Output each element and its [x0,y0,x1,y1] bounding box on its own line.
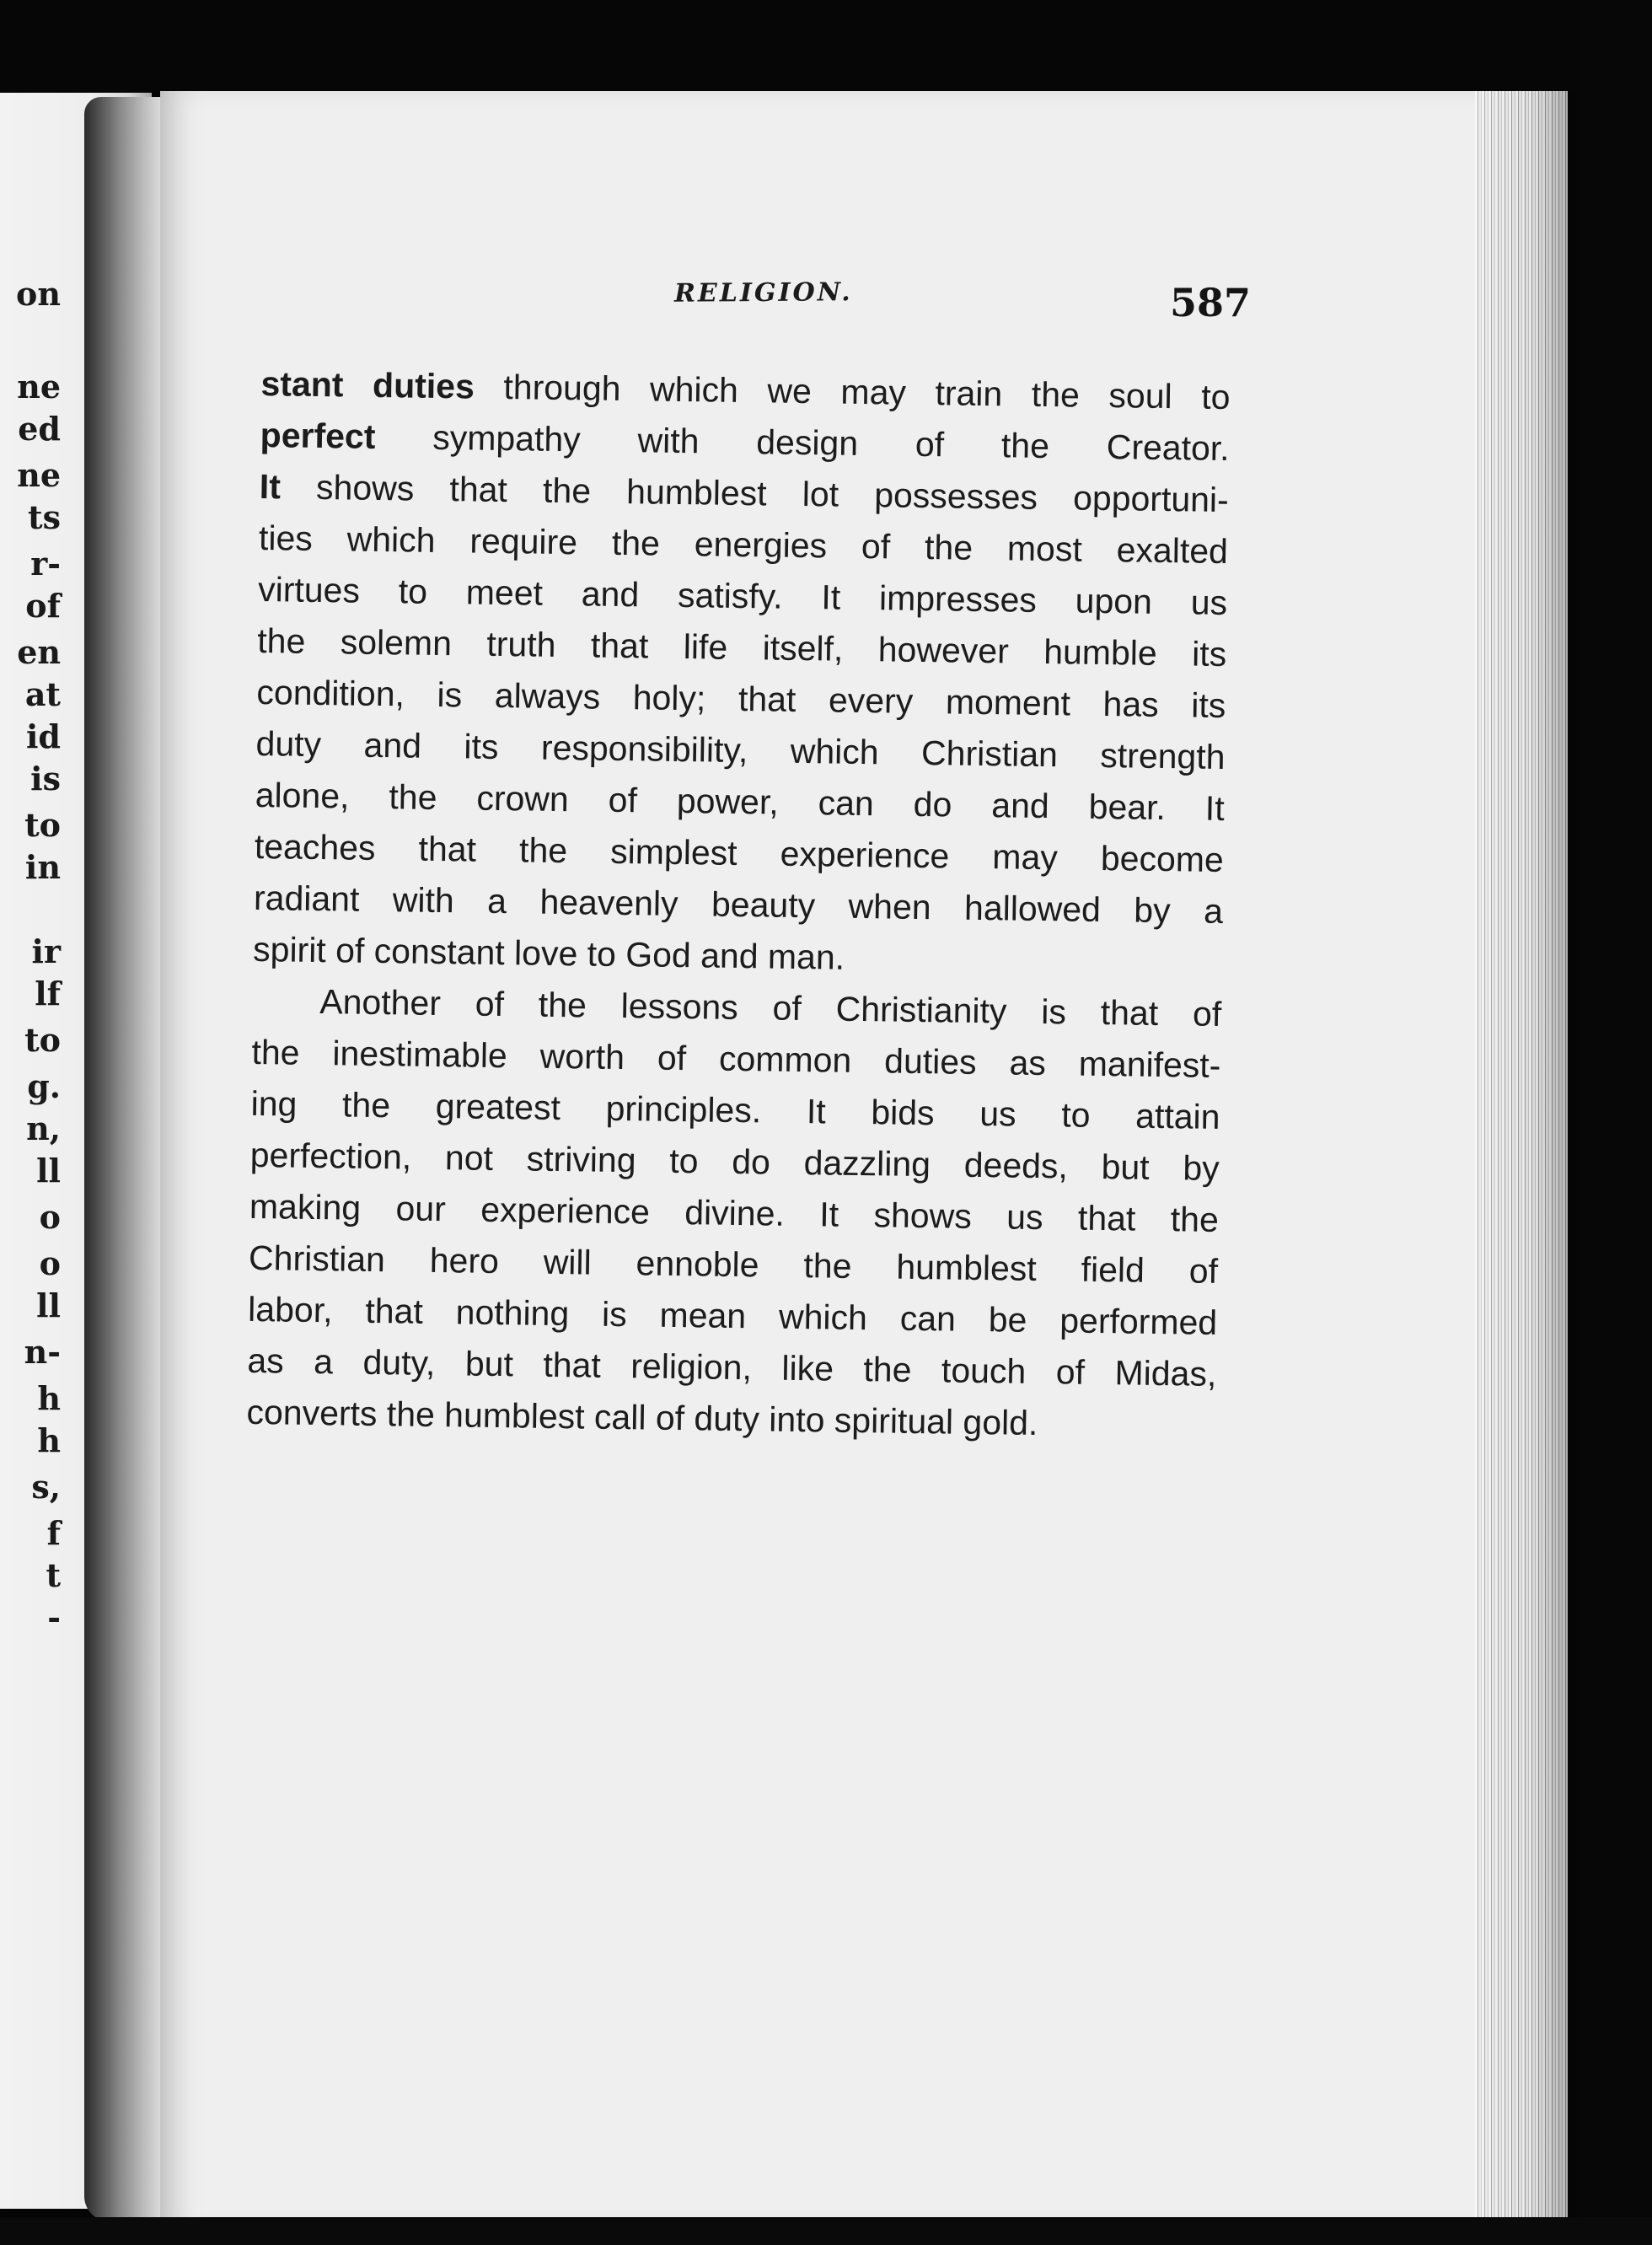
left-page-fragment: ed [18,410,61,448]
left-page-fragment: h [37,1379,61,1417]
left-page-fragment: ne [17,368,61,405]
paragraph [246,975,1222,1452]
left-page-fragment: in [24,848,61,886]
bold-run: It [259,466,282,507]
text-line: converts the humblest call of duty into spiritual gold. [246,1392,1038,1442]
left-page-fragment: ne [17,456,61,494]
left-page-fragment: o [39,1244,61,1282]
text-line: making our experience divine. It shows us that the [249,1186,1220,1239]
text-run: duty and its responsibility, which Christian strength [255,723,1226,777]
text-run: condition, is always holy; that every moment has its [256,672,1226,726]
body-text [246,358,1231,1452]
book-gutter [84,97,164,2221]
scan-top-margin [0,0,1652,93]
text-run: ties which require the energies of the most exalted [258,518,1229,572]
left-page-fragment: g. [27,1067,61,1105]
left-page-fragment: n, [26,1109,61,1147]
running-head: RELIGION. [673,277,853,309]
text-line: ing the greatest principles. It bids us to attain [250,1083,1220,1136]
text-run: spirit of constant love to God and man. [252,929,845,977]
page-number: 587 [1170,280,1252,325]
text-line: as a duty, but that religion, like the touch of Midas, [247,1340,1217,1394]
left-page-fragment: ll [36,1152,61,1190]
left-page-fragment: lf [35,975,61,1012]
text-run: shows that the humblest lot possesses opportuni- [280,467,1230,520]
bold-run: stant duties [260,363,475,406]
left-page-fragment: n- [24,1333,61,1371]
text-line: the inestimable worth of common duties as manifest- [251,1032,1221,1085]
text-line: perfection, not striving to do dazzling deeds, but by [249,1135,1220,1188]
left-page-fragment: ts [28,498,61,536]
text-line: Christian hero will ennoble the humblest field of [248,1238,1219,1291]
left-page-fragment: - [47,1598,61,1636]
text-line: labor, that nothing is mean which can be performed [247,1289,1218,1342]
text-run: virtues to meet and satisfy. It impresses upon us [257,569,1228,623]
left-page-fragment: o [39,1198,61,1236]
left-page-fragment: r- [30,545,61,583]
text-run: the solemn truth that life itself, however humble its [257,620,1227,674]
left-page-fragment: s, [31,1468,61,1506]
left-page-fragment: of [25,587,61,625]
left-page-fragment: on [16,275,61,313]
text-run: radiant with a heavenly beauty when hallowed by a [253,878,1224,931]
text-run: teaches that the simplest experience may become [254,826,1225,879]
left-page-fragment: f [46,1514,61,1552]
left-page-fragment: is [30,760,61,798]
left-page-fragment: to [24,806,61,844]
page-edges-shade [1475,91,1568,2245]
left-page-fragment: en [17,633,61,671]
left-page-fragment: to [24,1021,61,1059]
scan-right-margin [1578,0,1652,2245]
text-run: alone, the crown of power, can do and bear. It [255,775,1225,829]
text-line: Another of the lessons of Christianity is that of [319,982,1222,1034]
paragraph [253,358,1231,989]
text-run: through which we may train the soul to [474,367,1231,417]
left-page-fragment: t [46,1556,61,1594]
left-page-fragment: ll [36,1286,61,1324]
scan-bottom-margin [0,2217,1652,2245]
bold-run: perfect [260,415,376,456]
text-run: sympathy with design of the Creator. [375,416,1230,469]
left-page-fragment: ir [31,932,61,970]
left-page-fragment: h [37,1421,61,1459]
left-page-fragment: id [25,717,61,755]
left-page-fragment: at [24,675,61,713]
